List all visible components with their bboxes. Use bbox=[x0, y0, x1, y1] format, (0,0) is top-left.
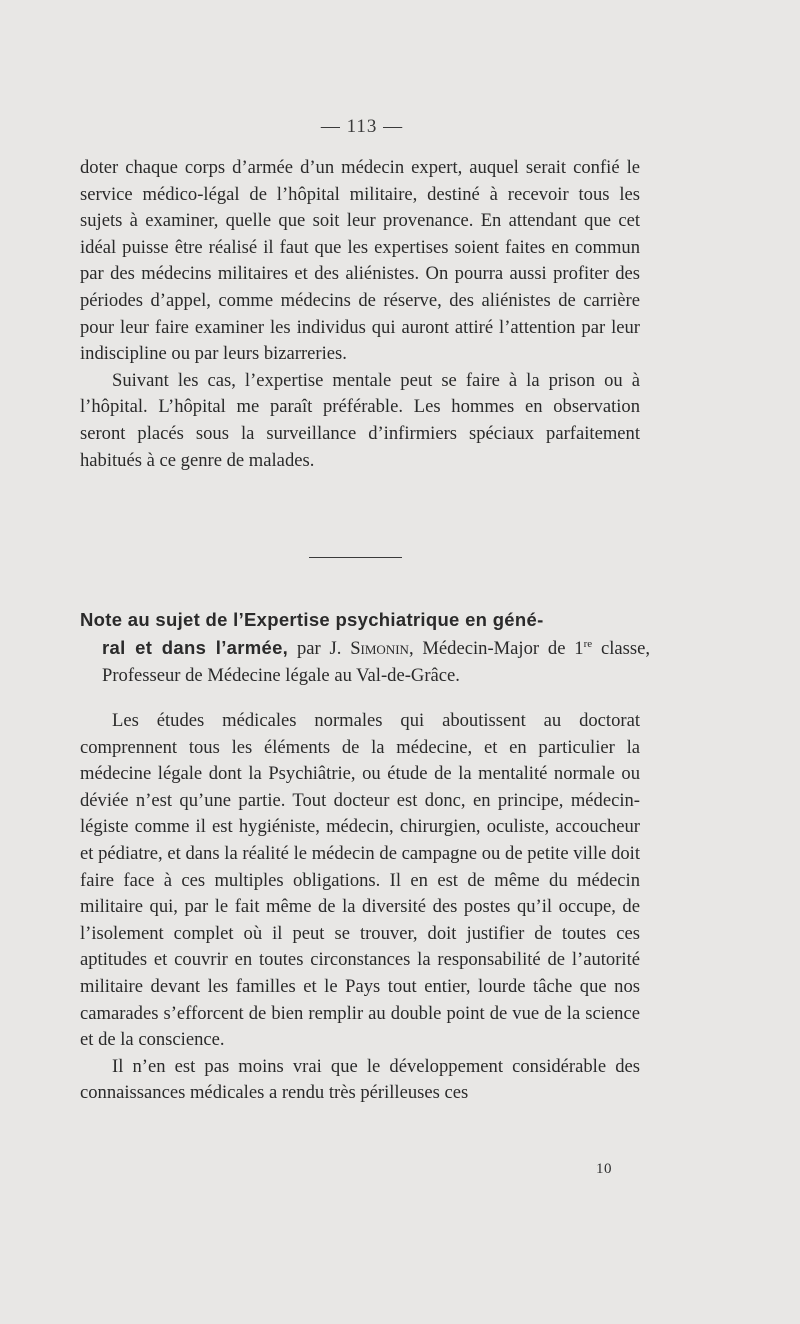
article-title-line-1: Note au sujet de l’Expertise psychiatrique en géné- bbox=[80, 609, 544, 630]
paragraph-3: Les études médicales normales qui aboutissent au doctorat comprennent tous les éléments de la médecine, et en particulier la médecine légale dont la Psychiâtrie, ou étude de la mentalité normale ou déviée n’est qu’une partie. Tout docteur est donc, en principe, médecin-légiste comme il est hygiéniste, médecin, chirurgien, oculiste, accoucheur et pédiatre, et dans la réalité le médecin de campagne ou de petite ville doit faire face à ces multiples obligations. Il en est de même du médecin militaire qui, par le fait même de la diversité des postes qu’il occupe, de l’isolement complet où il peut se trouver, doit justifier de toutes ces aptitudes et couvrir en toutes circonstances la responsabilité de l’autorité militaire devant les familles et le Pays tout entier, lourde tâche que nos camarades s’efforcent de bien remplir au double point de vue de la science et de la conscience. bbox=[80, 710, 640, 1051]
class-number: 1 bbox=[574, 638, 584, 659]
author-role: , Médecin-Major de bbox=[408, 638, 566, 659]
section-separator bbox=[309, 557, 402, 558]
article-heading bbox=[80, 606, 650, 689]
author-prefix: par J. bbox=[288, 638, 351, 659]
text-block-top bbox=[80, 155, 640, 474]
paragraph-4: Il n’en est pas moins vrai que le développement considérable des connaissances médicales a rendu très périlleuses ces bbox=[80, 1055, 640, 1104]
author-name: Simonin bbox=[350, 638, 409, 659]
article-heading-continuation bbox=[80, 634, 650, 689]
paragraph-2: Suivant les cas, l’expertise mentale peut se faire à la prison ou à l’hôpital. L’hôpital me paraît préférable. Les hommes en observation seront placés sous la surveillance d’infirmiers spéciaux parfaitement habitués à ce genre de malades. bbox=[80, 369, 640, 471]
class-superscript: re bbox=[583, 637, 593, 650]
page-number: — 113 — bbox=[320, 116, 404, 137]
article-title-line-2: ral et dans l’armée, bbox=[102, 637, 289, 658]
class-rest: classe, Professeur de Médecine légale au Val-de-Grâce. bbox=[102, 638, 650, 686]
paragraph-1: doter chaque corps d’armée d’un médecin expert, auquel serait confié le service médico-légal de l’hôpital militaire, destiné à recevoir tous les sujets à examiner, quelle que soit leur provenance. En attendant que cet idéal puisse être réalisé il faut que les expertises soient faites en commun par des médecins militaires et des aliénistes. On pourra aussi profiter des périodes d’appel, comme médecins de réserve, des aliénistes de carrière pour leur faire examiner les individus qui auront attiré l’attention par leur indiscipline ou par leurs bizarreries. bbox=[80, 157, 640, 365]
text-block-bottom bbox=[80, 708, 640, 1107]
signature-mark: 10 bbox=[596, 1161, 612, 1177]
